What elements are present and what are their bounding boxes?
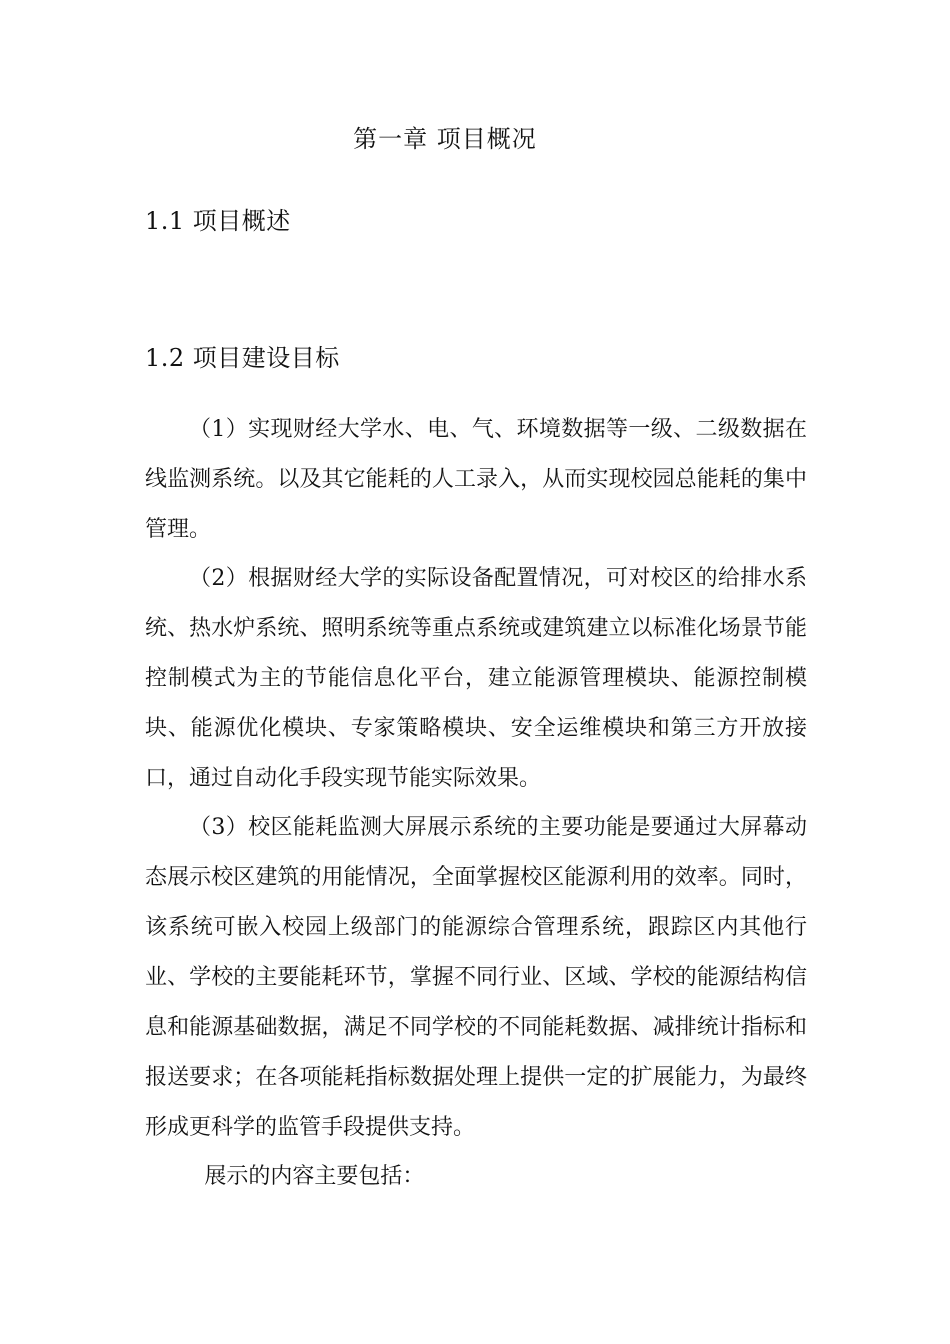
paragraph-goal-1: （1）实现财经大学水、电、气、环境数据等一级、二级数据在线监测系统。以及其它能耗的人工录入，从而实现校园总能耗的集中管理。 — [145, 417, 807, 542]
paragraph-goal-3: （3）校区能耗监测大屏展示系统的主要功能是要通过大屏幕动态展示校区建筑的用能情况，全面掌握校区能源利用的效率。同时，该系统可嵌入校园上级部门的能源综合管理系统，跟踪区内其他行业、学校的主要能耗环节，掌握不同行业、区域、学校的能源结构信息和能源基础数据，满足不同学校的不同能耗数据、减排统计指标和报送要求；在各项能耗指标数据处理上提供一定的扩展能力，为最终形成更科学的监管手段提供支持。 — [145, 815, 807, 1140]
section-heading-project-overview: 1.1 项目概述 — [145, 207, 291, 235]
section-heading-construction-goals: 1.2 项目建设目标 — [145, 344, 340, 372]
paragraph-display-content-intro: 展示的内容主要包括： — [204, 1164, 425, 1189]
chapter-title: 第一章 项目概况 — [353, 125, 537, 153]
paragraph-goal-2: （2）根据财经大学的实际设备配置情况，可对校区的给排水系统、热水炉系统、照明系统等重点系统或建筑建立以标准化场景节能控制模式为主的节能信息化平台，建立能源管理模块、能源控制模块、能源优化模块、专家策略模块、安全运维模块和第三方开放接口，通过自动化手段实现节能实际效果。 — [145, 566, 807, 791]
